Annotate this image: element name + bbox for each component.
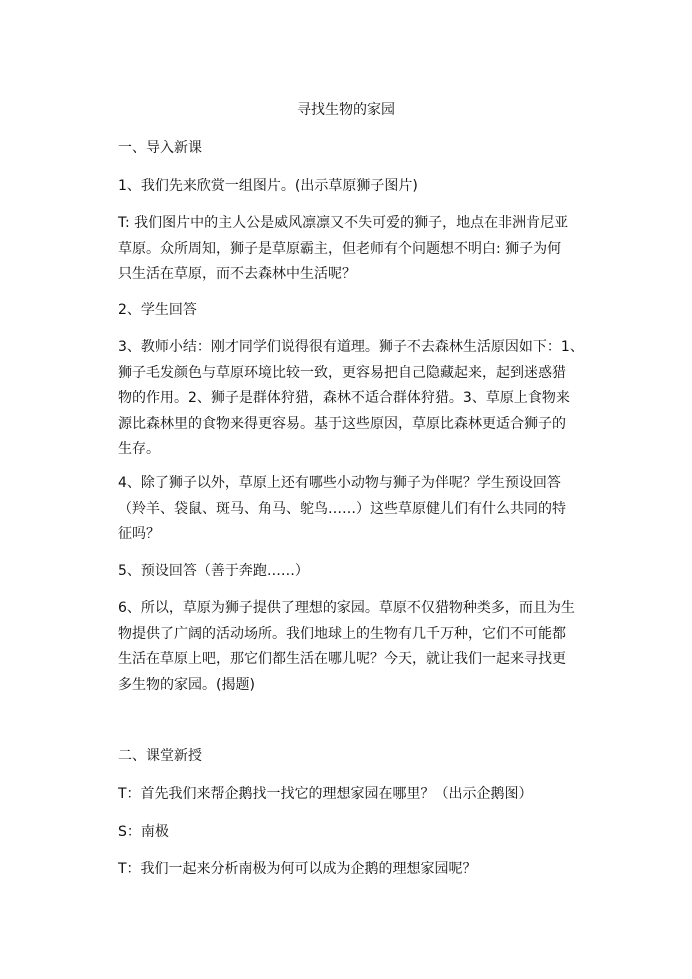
paragraph-item1 (118, 174, 586, 200)
paragraph-line: 4、除了狮子以外，草原上还有哪些小动物与狮子为伴呢？学生预设回答 (118, 475, 561, 491)
paragraph-line: S：南极 (118, 824, 169, 840)
paragraph-line: 生活在草原上吧，那它们都生活在哪儿呢？今天，就让我们一起来寻找更 (118, 651, 566, 667)
paragraph-line: 物的作用。2、狮子是群体狩猎，森林不适合群体狩猎。3、草原上食物来 (118, 390, 570, 406)
document-title: 寻找生物的家园 (297, 102, 395, 118)
section-heading-text: 二、课堂新授 (118, 748, 202, 764)
section2-heading (118, 744, 586, 770)
paragraph-line: T：我们一起来分析南极为何可以成为企鹅的理想家园呢？ (118, 861, 477, 877)
paragraph-line: 1、我们先来欣赏一组图片。(出示草原狮子图片) (118, 178, 418, 194)
paragraph-item2 (118, 298, 586, 324)
paragraph-item4 (118, 471, 586, 548)
paragraph-s1 (118, 820, 586, 846)
paragraph-t1 (118, 211, 586, 288)
paragraph-t3 (118, 857, 586, 883)
paragraph-line: 源比森林里的食物来得更容易。基于这些原因，草原比森林更适合狮子的 (118, 415, 566, 432)
section1-heading (118, 136, 586, 162)
paragraph-line: （羚羊、袋鼠、斑马、角马、鸵鸟……）这些草原健儿们有什么共同的特 (118, 500, 566, 517)
paragraph-line: 狮子毛发颜色与草原环境比较一致，更容易把自己隐藏起来，起到迷惑猎 (118, 364, 566, 381)
paragraph-line: 5、预设回答（善于奔跑……） (118, 563, 309, 579)
paragraph-line: 多生物的家园。(揭题) (118, 676, 255, 693)
paragraph-item5 (118, 559, 586, 585)
paragraph-item6 (118, 596, 586, 698)
paragraph-line: T: 我们图片中的主人公是威风凛凛又不失可爱的狮子，地点在非洲肯尼亚 (118, 215, 569, 231)
paragraph-line: 6、所以，草原为狮子提供了理想的家园。草原不仅猎物种类多，而且为生 (118, 600, 575, 616)
paragraph-line: 3、教师小结：刚才同学们说得很有道理。狮子不去森林生活原因如下：1、 (118, 339, 584, 355)
paragraph-line: 生存。 (118, 441, 160, 457)
paragraph-line: 草原。众所周知，狮子是草原霸主，但老师有个问题想不明白: 狮子为何 (118, 240, 562, 257)
paragraph-line: T：首先我们来帮企鹅找一找它的理想家园在哪里？（出示企鹅图） (118, 786, 533, 802)
paragraph-item3 (118, 335, 586, 463)
paragraph-line: 征吗？ (118, 526, 160, 542)
section-heading-text: 一、导入新课 (118, 140, 202, 156)
paragraph-t2 (118, 782, 586, 808)
paragraph-line: 只生活在草原，而不去森林中生活呢？ (118, 266, 356, 282)
paragraph-line: 2、学生回答 (118, 302, 197, 318)
paragraph-line: 物提供了广阔的活动场所。我们地球上的生物有几千万种，它们不可能都 (118, 625, 566, 642)
